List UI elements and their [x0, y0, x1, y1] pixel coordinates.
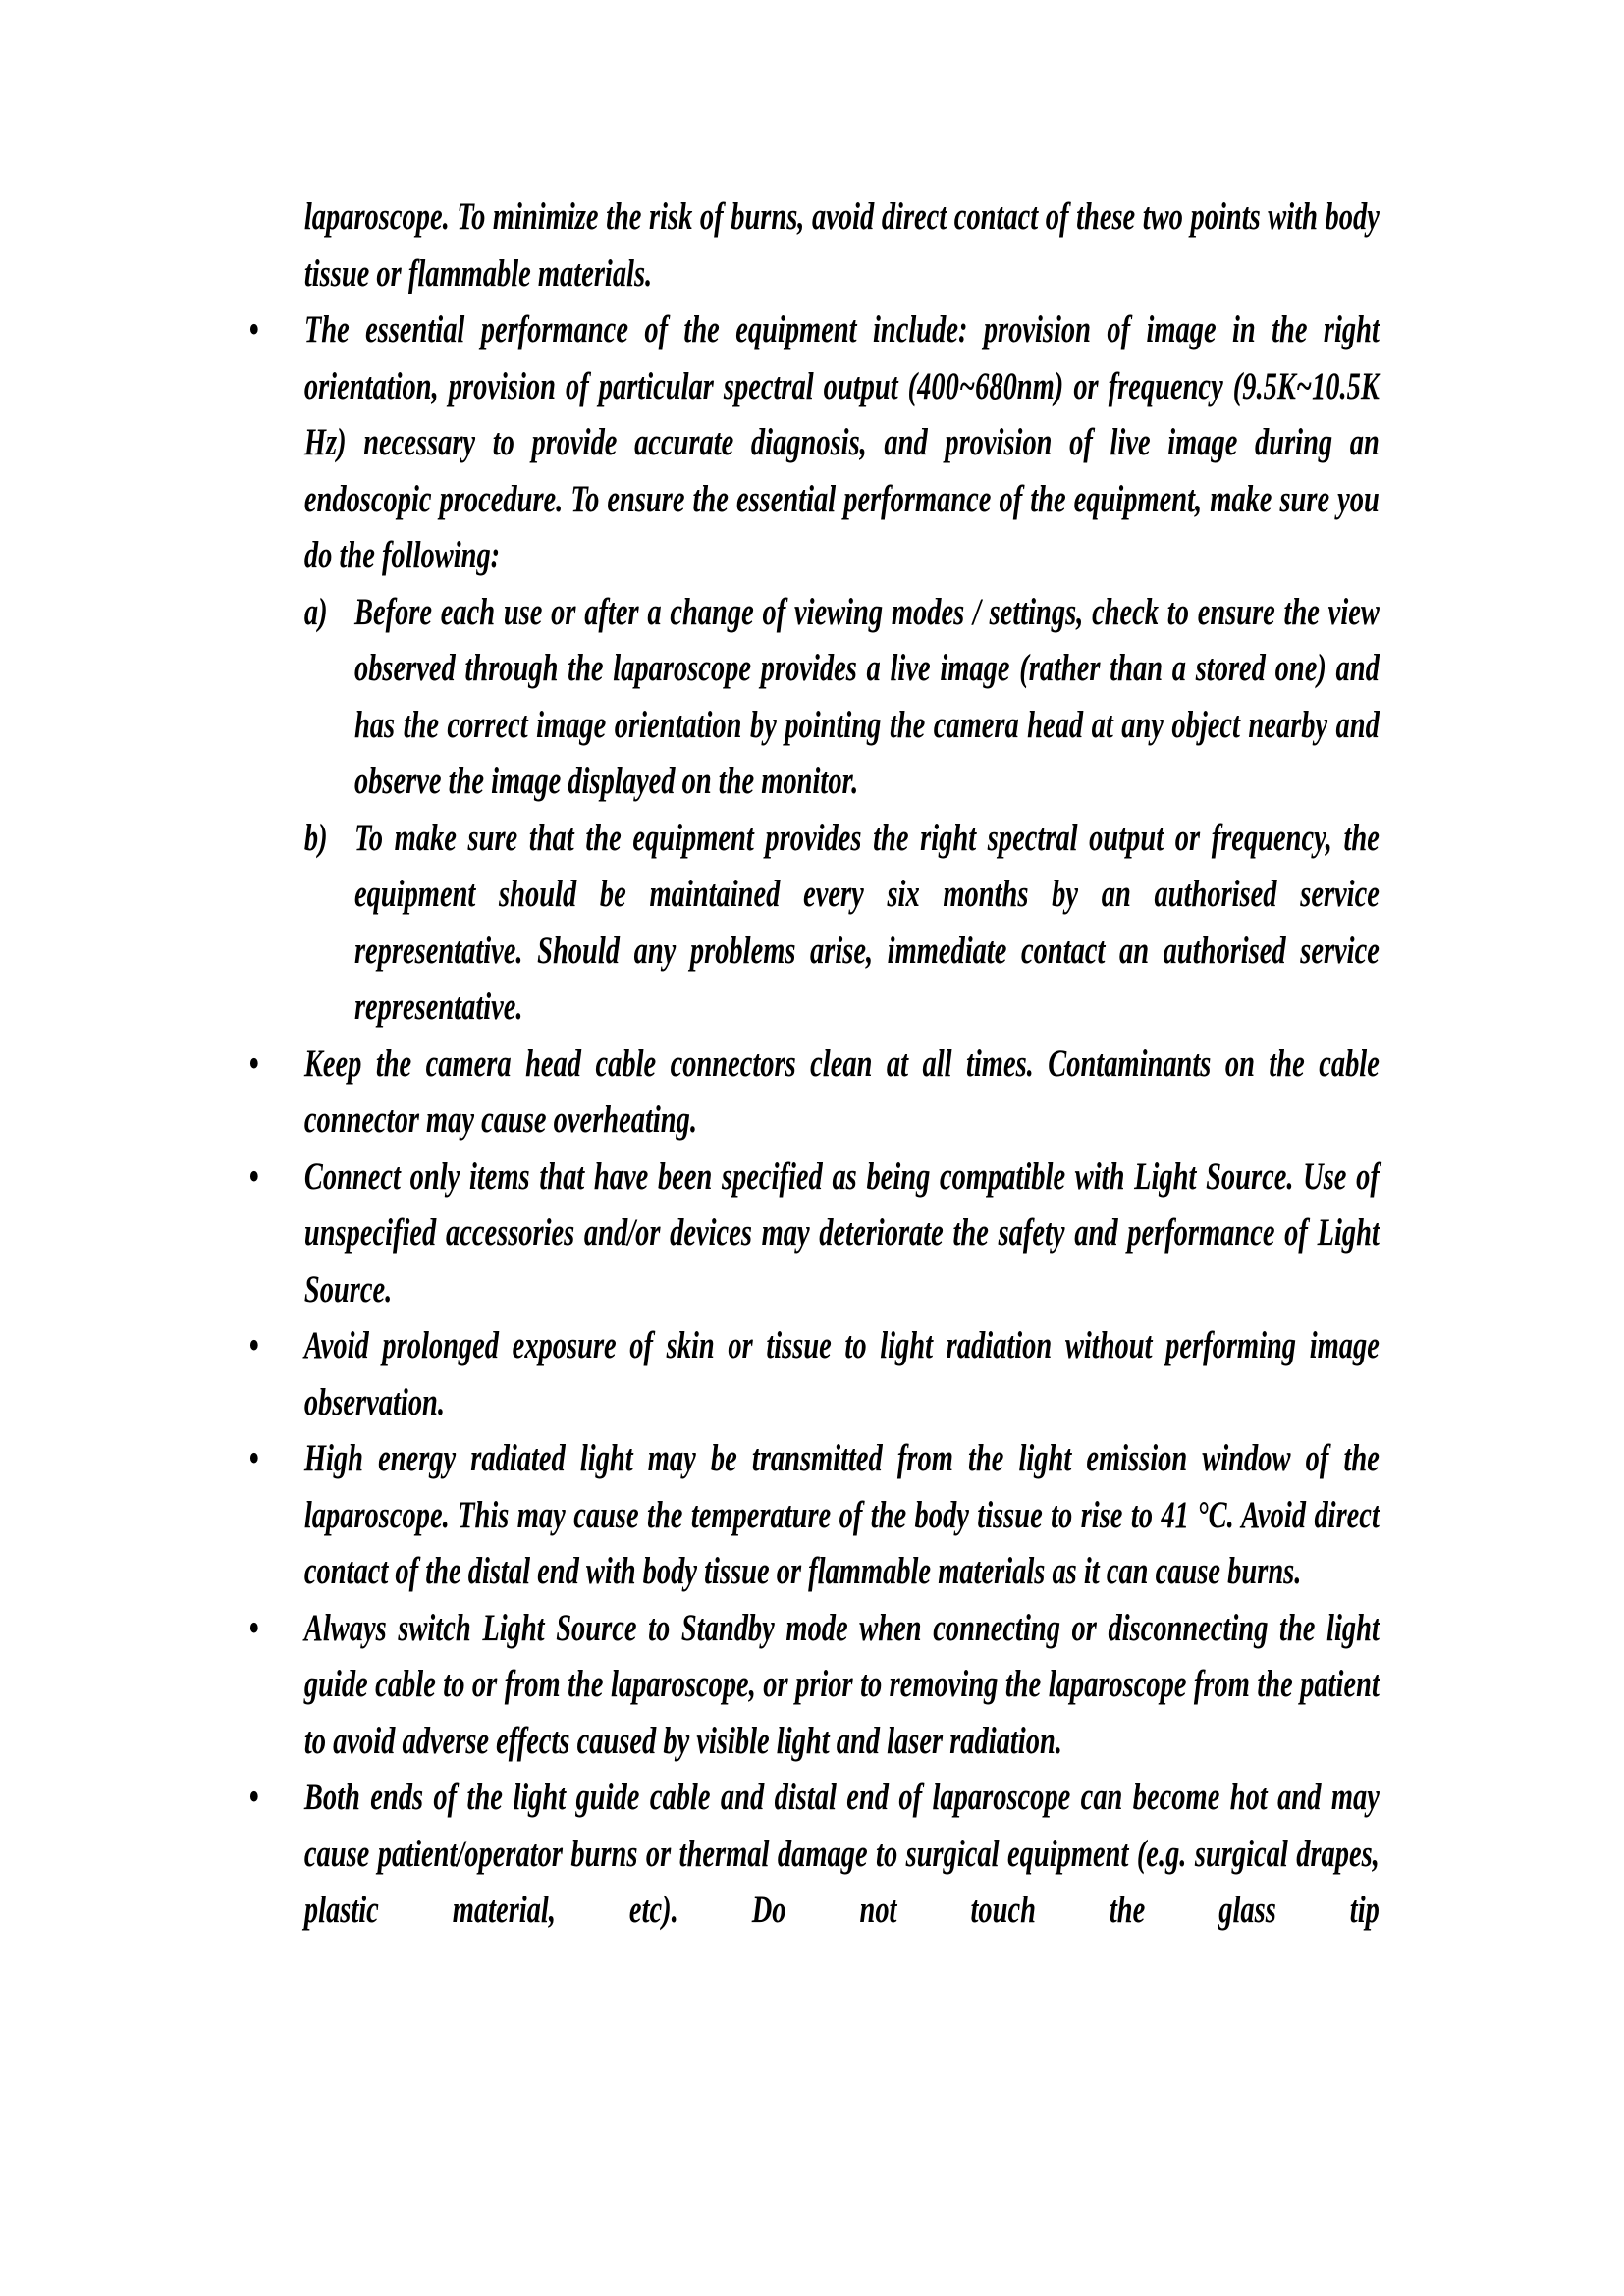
bullet-icon: • — [248, 1776, 259, 1818]
bullet-item — [245, 1317, 1380, 1430]
page-body-text — [245, 188, 1380, 1939]
paragraph-text: Keep the camera head cable connectors clean at all times. Contaminants on the cable connector may cause overheating. — [303, 1041, 1380, 1141]
paragraph-text: laparoscope. To minimize the risk of burns, avoid direct contact of these two points with body tissue or flammable materials. — [303, 195, 1380, 294]
sub-item-a — [245, 584, 1380, 810]
paragraph-text: Connect only items that have been specified as being compatible with Light Source. Use of unspecified accessories and/or devices may deteriorate the safety and performance of Light Source. — [303, 1154, 1380, 1310]
sub-item-b — [245, 810, 1380, 1036]
list-marker-a: a) — [303, 590, 328, 633]
paragraph-text: Avoid prolonged exposure of skin or tissue to light radiation without performing image observation. — [303, 1324, 1380, 1423]
continuation-paragraph — [245, 188, 1380, 301]
bullet-icon: • — [248, 1437, 259, 1479]
paragraph-text: Both ends of the light guide cable and distal end of laparoscope can become hot and may cause patient/operator burns or thermal damage to surgical equipment (e.g. surgical drapes, plastic material, etc). Do not touch the glass tip — [303, 1776, 1380, 1931]
paragraph-text: Before each use or after a change of viewing modes / settings, check to ensure the view observed through the laparoscope provides a live image (rather than a stored one) and has the correct image orientation by pointing the camera head at any object nearby and observe the image displayed on the monitor. — [353, 590, 1380, 802]
bullet-icon: • — [248, 1606, 259, 1649]
bullet-icon: • — [248, 308, 259, 350]
paragraph-text: High energy radiated light may be transmitted from the light emission window of the laparoscope. This may cause the temperature of the body tissue to rise to 41 °C. Avoid direct contact of the distal end with body tissue or flammable materials as it can cause burns. — [303, 1437, 1380, 1592]
bullet-item — [245, 1769, 1380, 1939]
bullet-icon: • — [248, 1154, 259, 1198]
paragraph-text: Always switch Light Source to Standby mode when connecting or disconnecting the light guide cable to or from the laparoscope, or prior to removing the laparoscope from the patient to avoid adverse effects caused by visible light and laser radiation. — [303, 1606, 1380, 1762]
list-marker-b: b) — [303, 816, 328, 859]
bullet-item — [245, 301, 1380, 584]
bullet-item — [245, 1148, 1380, 1318]
paragraph-text: The essential performance of the equipment include: provision of image in the right orientation, provision of particular spectral output (400~680nm) or frequency (9.5K~10.5K Hz) necessary to provide accurate diagnosis, and provision of live image during an endoscopic procedure. To ensure the essential performance of the equipment, make sure you do the following: — [303, 308, 1380, 576]
bullet-item — [245, 1036, 1380, 1148]
bullet-icon: • — [248, 1324, 259, 1366]
bullet-icon: • — [248, 1041, 259, 1085]
bullet-item — [245, 1430, 1380, 1600]
bullet-item — [245, 1600, 1380, 1770]
paragraph-text: To make sure that the equipment provides the right spectral output or frequency, the equipment should be maintained every six months by an authorised service representative. Should any problems arise, immediate contact an authorised service representative. — [353, 816, 1380, 1028]
